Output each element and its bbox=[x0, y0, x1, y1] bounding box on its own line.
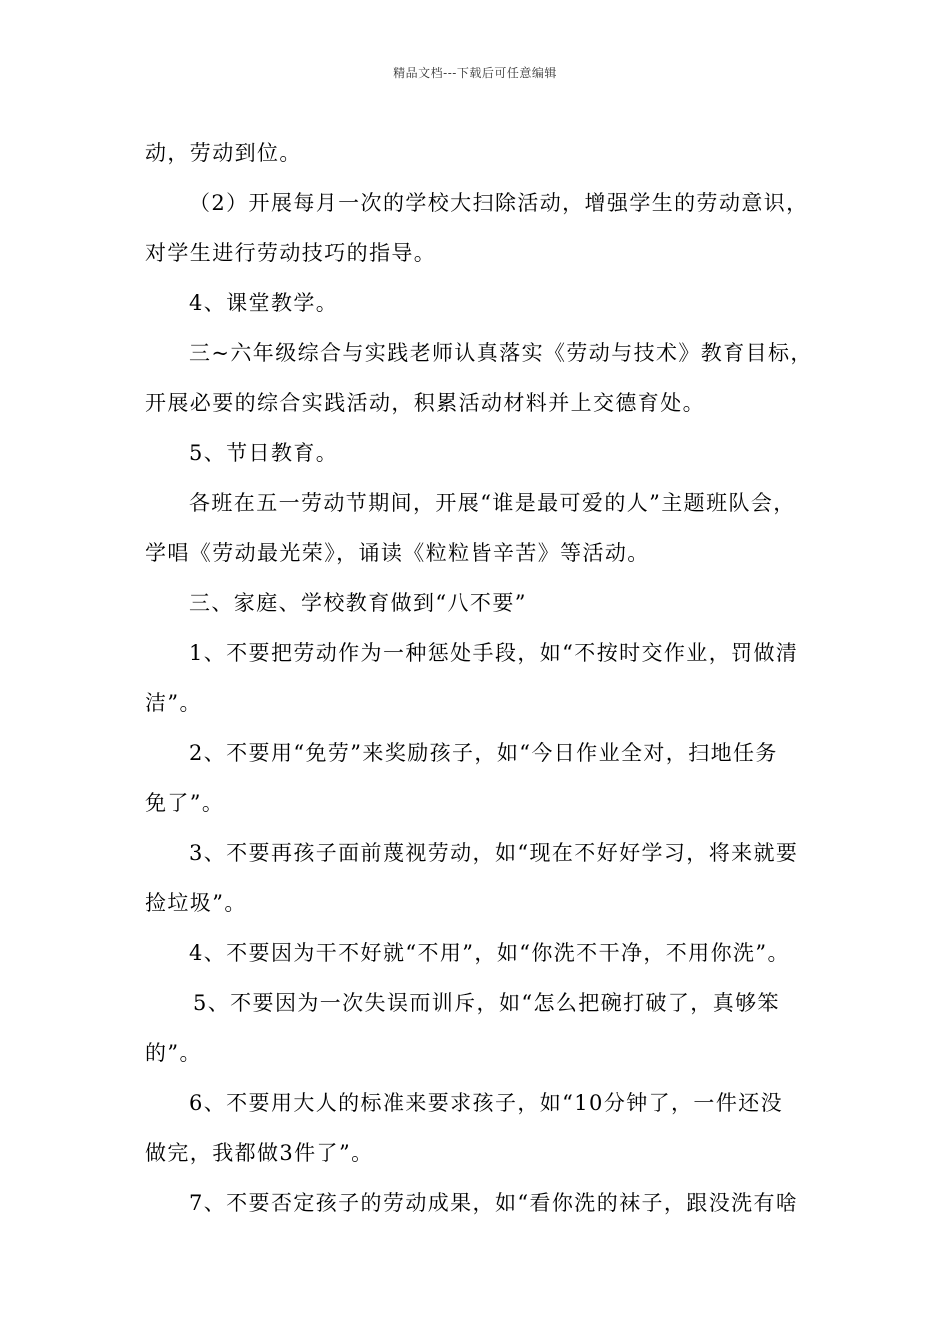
text-line: 洁”。 bbox=[145, 691, 202, 715]
text-line: 对学生进行劳动技巧的指导。 bbox=[145, 241, 437, 265]
text-line: （2）开展每月一次的学校大扫除活动，增强学生的劳动意识， bbox=[189, 191, 809, 215]
section-heading: 5、节日教育。 bbox=[189, 441, 339, 465]
list-item: 1、不要把劳动作为一种惩处手段，如“不按时交作业，罚做清 bbox=[189, 641, 799, 665]
list-item: 7、不要否定孩子的劳动成果，如“看你洗的袜子，跟没洗有啥 bbox=[189, 1191, 799, 1215]
text-line: 捡垃圾”。 bbox=[145, 891, 247, 915]
text-line: 做完，我都做3件了”。 bbox=[145, 1141, 374, 1165]
page-header: 精品文档---下载后可任意编辑 bbox=[393, 66, 557, 80]
list-item: 3、不要再孩子面前蔑视劳动，如“现在不好好学习，将来就要 bbox=[189, 841, 799, 865]
list-item: 5、不要因为一次失误而训斥，如“怎么把碗打破了，真够笨 bbox=[193, 991, 780, 1015]
list-item: 2、不要用“免劳”来奖励孩子，如“今日作业全对，扫地任务 bbox=[189, 741, 778, 765]
section-heading: 4、课堂教学。 bbox=[189, 291, 339, 315]
text-line: 三~六年级综合与实践老师认真落实《劳动与技术》教育目标， bbox=[189, 341, 813, 365]
text-line: 的”。 bbox=[145, 1041, 202, 1065]
section-heading: 三、家庭、学校教育做到“八不要” bbox=[189, 591, 527, 615]
list-item: 6、不要用大人的标准来要求孩子，如“10分钟了，一件还没 bbox=[189, 1091, 784, 1115]
text-line: 开展必要的综合实践活动，积累活动材料并上交德育处。 bbox=[145, 391, 705, 415]
text-line: 免了”。 bbox=[145, 791, 225, 815]
text-line: 各班在五一劳动节期间，开展“谁是最可爱的人”主题班队会， bbox=[189, 491, 796, 515]
list-item: 4、不要因为干不好就“不用”，如“你洗不干净，不用你洗”。 bbox=[189, 941, 790, 965]
document-body bbox=[145, 128, 825, 1228]
text-line: 动，劳动到位。 bbox=[145, 141, 302, 165]
text-line: 学唱《劳动最光荣》，诵读《粒粒皆辛苦》等活动。 bbox=[145, 541, 650, 565]
